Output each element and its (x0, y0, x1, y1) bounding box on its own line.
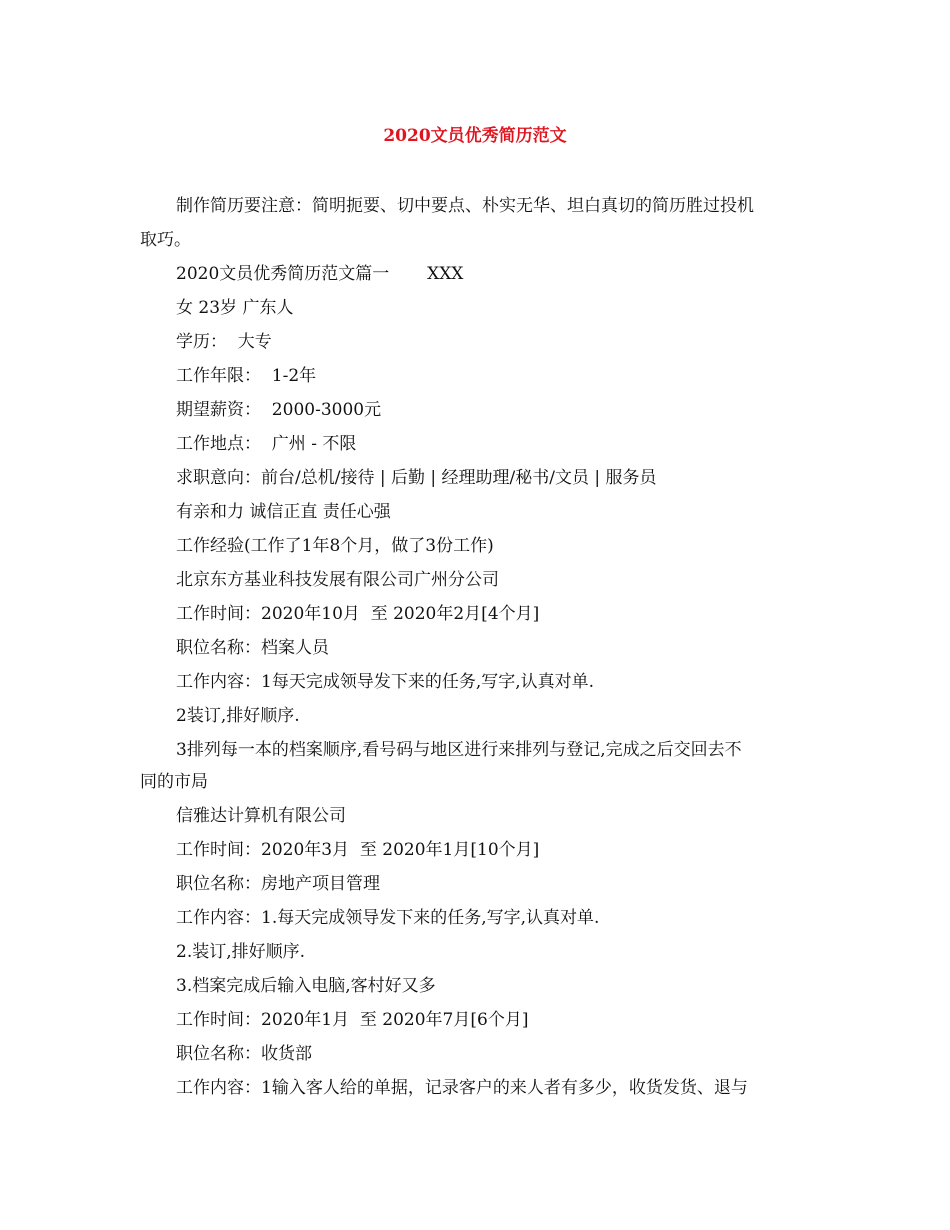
body-line: 制作简历要注意：简明扼要、切中要点、朴实无华、坦白真切的简历胜过投机 (176, 196, 754, 216)
body-line: 信雅达计算机有限公司 (176, 806, 346, 826)
body-line: 工作经验(工作了1年8个月，做了3份工作) (176, 536, 494, 556)
body-line: 工作年限： 1-2年 (176, 366, 317, 386)
body-line: 职位名称：收货部 (176, 1044, 312, 1064)
body-line: 同的市局 (140, 772, 208, 792)
body-line: 工作地点： 广州 - 不限 (176, 434, 357, 454)
body-line: 北京东方基业科技发展有限公司广州分公司 (176, 570, 499, 590)
body-line: 职位名称：档案人员 (176, 638, 329, 658)
document-title: 2020文员优秀简历范文 (383, 126, 567, 146)
body-line: 工作时间：2020年10月 至 2020年2月[4个月] (176, 604, 540, 624)
body-line: 2装订,排好顺序. (176, 706, 300, 726)
body-line: 女 23岁 广东人 (176, 298, 294, 318)
body-line: 工作内容：1每天完成领导发下来的任务,写字,认真对单. (176, 672, 595, 692)
body-line: 2.装订,排好顺序. (176, 942, 306, 962)
body-line: 求职意向：前台/总机/接待 | 后勤 | 经理助理/秘书/文员 | 服务员 (176, 468, 657, 488)
body-line: 有亲和力 诚信正直 责任心强 (176, 502, 391, 522)
body-line: 3排列每一本的档案顺序,看号码与地区进行来排列与登记,完成之后交回去不 (176, 740, 742, 760)
body-line: 职位名称：房地产项目管理 (176, 874, 380, 894)
body-line: 取巧。 (140, 230, 191, 250)
body-line: 3.档案完成后输入电脑,客村好又多 (176, 976, 436, 996)
body-line: 工作内容：1输入客人给的单据，记录客户的来人者有多少，收货发货、退与 (176, 1078, 748, 1098)
body-line: 工作时间：2020年1月 至 2020年7月[6个月] (176, 1010, 529, 1030)
body-line: 工作内容：1.每天完成领导发下来的任务,写字,认真对单. (176, 908, 600, 928)
body-line: 期望薪资： 2000-3000元 (176, 400, 382, 420)
body-line: 工作时间：2020年3月 至 2020年1月[10个月] (176, 840, 540, 860)
body-line: 学历： 大专 (176, 332, 272, 352)
body-line: 2020文员优秀简历范文篇一 XXX (176, 264, 464, 284)
